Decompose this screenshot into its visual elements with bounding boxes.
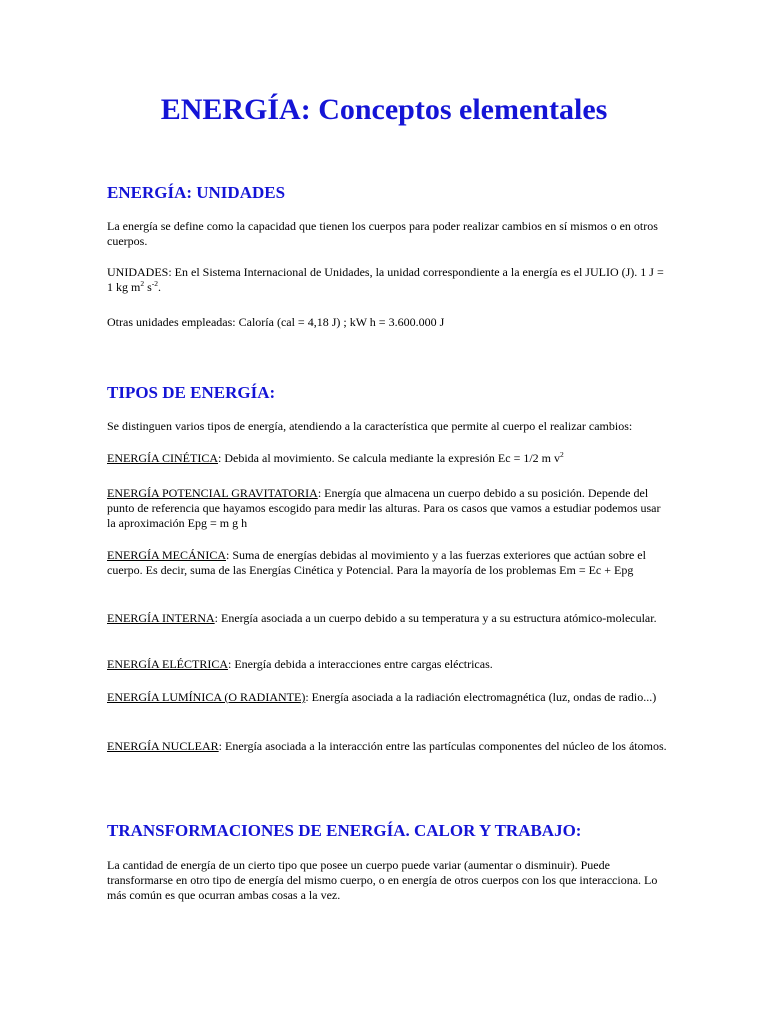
- transformations-paragraph: La cantidad de energía de un cierto tipo que posee un cuerpo puede variar (aumentar o disminuir). Puede transformarse en otro tipo de energía del mismo cuerpo, o en energía de otros cuerpos con los que interacciona. Lo más común es que ocurran ambas cosas a la vez.: [107, 858, 658, 902]
- energy-type-item: [107, 611, 667, 626]
- units-exponent-1: 2: [140, 279, 145, 288]
- energy-definition-paragraph: La energía se define como la capacidad que tienen los cuerpos para poder realizar cambios en sí mismos o en otros cuerpos.: [107, 219, 658, 248]
- energy-type-term: ENERGÍA LUMÍNICA (O RADIANTE): [107, 690, 306, 704]
- energy-type-description: : Energía asociada a un cuerpo debido a su temperatura y a su estructura atómico-molecular.: [214, 611, 657, 625]
- energy-type-exponent: 2: [560, 450, 564, 459]
- section-heading-tipos: TIPOS DE ENERGÍA:: [107, 383, 276, 402]
- energy-type-item: [107, 548, 667, 578]
- energy-type-item: [107, 657, 667, 672]
- energy-type-term: ENERGÍA POTENCIAL GRAVITATORIA: [107, 486, 318, 500]
- energy-type-description: : Energía asociada a la interacción entre las partículas componentes del núcleo de los átomos.: [218, 739, 667, 753]
- energy-type-term: ENERGÍA ELÉCTRICA: [107, 657, 228, 671]
- energy-type-item: [107, 690, 667, 705]
- energy-type-item: [107, 486, 667, 531]
- document-title: ENERGÍA: Conceptos elementales: [160, 93, 608, 126]
- units-text-mid: s: [144, 280, 152, 294]
- types-intro-paragraph: Se distinguen varios tipos de energía, atendiendo a la característica que permite al cuerpo el realizar cambios:: [107, 419, 633, 433]
- energy-type-term: ENERGÍA CINÉTICA: [107, 451, 218, 465]
- energy-type-term: ENERGÍA INTERNA: [107, 611, 215, 625]
- energy-type-item: [107, 451, 667, 466]
- other-units-paragraph: Otras unidades empleadas: Caloría (cal = 4,18 J) ; kW h = 3.600.000 J: [107, 315, 445, 329]
- energy-type-term: ENERGÍA MECÁNICA: [107, 548, 226, 562]
- energy-type-term: ENERGÍA NUCLEAR: [107, 739, 219, 753]
- units-paragraph: [107, 265, 667, 295]
- energy-type-description: : Energía asociada a la radiación electromagnética (luz, ondas de radio...): [305, 690, 657, 704]
- units-text-end: .: [158, 280, 162, 294]
- units-text: UNIDADES: En el Sistema Internacional de Unidades, la unidad correspondiente a la energía es el JULIO (J). 1 J = 1 kg m: [107, 265, 664, 294]
- section-heading-transformaciones: TRANSFORMACIONES DE ENERGÍA. CALOR Y TRABAJO:: [107, 821, 582, 840]
- energy-type-description: : Energía que almacena un cuerpo debido a su posición. Depende del punto de referencia que hayamos escogido para medir las alturas. Para os casos que vamos a estudiar podemos usar la aproximación Epg = m g h: [107, 486, 661, 530]
- energy-type-description: : Energía debida a interacciones entre cargas eléctricas.: [228, 657, 493, 671]
- energy-type-item: [107, 739, 667, 754]
- section-heading-unidades: ENERGÍA: UNIDADES: [107, 183, 286, 202]
- units-exponent-2: -2: [151, 279, 159, 288]
- energy-type-description: : Suma de energías debidas al movimiento y a las fuerzas exteriores que actúan sobre el cuerpo. Es decir, suma de las Energías Cinética y Potencial. Para la mayoría de los problemas Em = Ec + Epg: [107, 548, 646, 577]
- energy-type-description: : Debida al movimiento. Se calcula mediante la expresión Ec = 1/2 m v: [218, 451, 560, 465]
